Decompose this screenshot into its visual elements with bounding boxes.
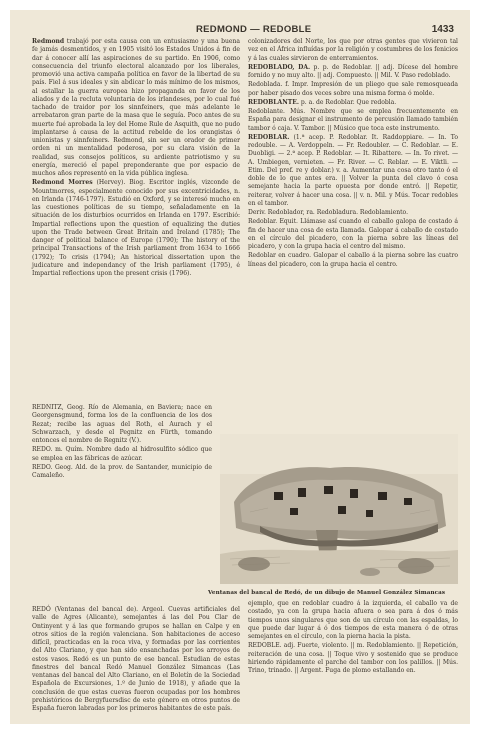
entry (32, 404, 212, 445)
entry-text: Geog. Ald. de la prov. de Santander, municipio de Camaleño. (32, 463, 212, 479)
entry (32, 38, 240, 178)
entry-headword: REDÓ (32, 606, 51, 614)
entry-headword: Redmond (32, 38, 65, 45)
entry-headword: REDOBLANTE. (248, 98, 299, 106)
left-column-bottom (32, 600, 240, 719)
entry-text: ejemplo, que en redoblar cuadro á la izquierda, el caballo va de costado, ya con la grupa hacia afuera o sea para á dos ó más tiempos unos singulares que son de un círculo con las espaldas, lo que puede dar lugar á ó dos tiempos de esta manera ó de otras semejantes en el círculo, con la pierna hacia la pista. (248, 600, 458, 640)
entry-headword: REDOBLADO, DA. (248, 63, 311, 71)
entry-text: (1.ª acep. P. Redoblar. It. Raddoppiare. — In. To redouble. — A. Verdoppeln. — Fr. Redoubler. — C. Redoblar. — E. Duobligi. — 2.ª acep. P. Redoblar. — It. Ribattere. — In. To rivet. — A. Umbiegen, vernieten. — Fr. River. — C. Reblar. — E. Viktli. — Etim. Del pref. re y doblar.) v. a. Aumentar una cosa otro tanto ó el doble de lo que antes era. || Volver la punta del clavo ó cosa semejante hacia la parte opuesta por donde entró. || Repetir, reiterar, volver á hacer una cosa. || v. n. Mil. y Mús. Tocar redobles en el tambor. (248, 133, 458, 207)
entry (248, 209, 458, 217)
entry-text: adj. Fuerte, violento. || m. Redoblamiento. || Repetición, reiteración de una cosa. || Toque vivo y sostenido que se produce hiriendo rápidamente el parche del tambor con los palillos. || Mús. Trino, trinado. || Argent. Fuga de plomo estallando en. (248, 642, 458, 674)
page-number: 1433 (431, 24, 454, 35)
entry (32, 446, 212, 463)
left-column (32, 38, 240, 279)
entry (248, 38, 458, 63)
entry-text: (Ventanas del bancal de). Argeol. Cuevas artificiales del valle de Agres (Alicante), semejantes á las del Pou Clar de Ontinyent y á las que formando grupos se hallan en Calpe y en otros sitios de la región valenciana. Son habitaciones de acceso difícil, practicadas en la roca viva, y formadas por las corrientes del Alto Clariano, y que han sido ensanchadas por los arroyos de estos vasos. Redó es un punto de ese bancal. Estudian de estas finestres del bancal Redó Manuel González Simancas (Las ventanas del bancal del Alto Clariano, en el Boletín de la Sociedad Española de Excursiones, 1.º de Junio de 1918), y añade que la conclusión de que estas cuevas fueron ocupadas por los hombres prehistóricos de Bergyfuersdisc de este género en otros puntos de España fueron labradas por los primeros habitantes de este país. (32, 606, 240, 713)
entry-headword: REDOBLE. (248, 642, 282, 650)
entry-text: trabajó por esta causa con un entusiasmo y una buena fe jamás desmentidos, y en 1905 visitó los Estados Unidos á fin de dar á conocer allí las aspiraciones de su partido. En 1906, como consecuencia del triunfo electoral alcanzado por los liberales, promovió una activa campaña política en favor de la libertad de su país. Fiel á sus ideales y sin abdicar lo más mínimo de los mismos, al estallar la guerra europea hizo propaganda en favor de los aliados y de la recluta voluntaria de los irlandeses, por lo cual fué tachado de traidor por los sinnfeiners, que más adelante le arrebataron gran parte de la masa que le seguía. Poco antes de su muerte fué aprobada la ley del Home Rule de Asquith, que no pudo implantarse á causa de la actitud rebelde de los orangistas ó unionistas y sinnfeiners. Redmond, sin ser un orador de primer orden ni un mentalidad poderosa, por su clara visión de la realidad, sus consejos políticos, su ardiente patriotismo y su energía, mereció el papel preponderante que por espacio de muchos años representó en la vida pública inglesa. (32, 38, 240, 177)
page-header (10, 24, 470, 38)
entry-headword: REDO. (32, 446, 53, 454)
entry (248, 108, 458, 133)
entry (248, 99, 458, 107)
right-column (248, 38, 458, 270)
illustration-cave-windows (220, 434, 458, 584)
entry (248, 81, 458, 98)
entry (248, 642, 458, 675)
entry-text: Redoblar. Equit. Llámase así cuando el caballo galopa de costado á fin de hacer una cosa de esta llamada. Galopar á caballo de costado en el círculo del picadero, con la pierna sobre las líneas del picadero, y con la grupa hacia el centro del mismo. (248, 218, 458, 250)
entry-text: m. Quím. Nombre dado al hidrosulfito sódico que se emplea en las fábricas de azúcar. (32, 446, 212, 462)
left-column-lower (32, 404, 212, 481)
entry (32, 179, 240, 278)
entry-headword: Redmond Morres (32, 179, 93, 187)
scanned-page (10, 10, 470, 724)
entry (248, 252, 458, 269)
entry-headword: REDOBLAR. (248, 133, 290, 141)
entry-text: Redoblante. Mús. Nombre que se emplea frecuentemente en España para designar el instrumento de percusión llamado también tambor ó caja. V. Tambor. || Músico que toca este instrumento. (248, 108, 458, 132)
entry-text: p. p. de Redoblar. || adj. Dícese del hombre fornido y no muy alto. || adj. Compuesto. || Mil. V. Paso redoblado. (248, 63, 458, 79)
cave-engraving (220, 434, 458, 584)
entry-text: Redoblada. f. Impr. Impresión de un pliego que sale remosqueada por haber pisado dos veces sobre una misma forma ó molde. (248, 81, 458, 97)
entry-text: Redoblar en cuadro. Galopar el caballo á la pierna sobre las cuatro líneas del picadero, con la grupa hacia el centro. (248, 252, 458, 268)
entry-text: Geog. Río de Alemania, en Baviera; nace en Georgensgmund, forma los de la confluencia de los dos Rezat; recibe las aguas del Roth, el Aurach y el Schwarzach, y desde el Pegnitz en Fürth, tomando entonces el nombre de Regnitz (V.). (32, 404, 212, 444)
entry-text: (Hervey). Biog. Escritor inglés, vizconde de Mountmorres, especialmente conocido por sus excentricidades, n. en Irlanda (1746-1797). Estudió en Oxford, y se interesó mucho en las cuestiones políticas de su tiempo, señaladamente en la situación de los disturbios ocurridos en Irlanda en 1797. Escribió: Impartial reflections upon the question of equalizing the duties upon the Trade between Great Britain and Ireland (1785); The danger of political balance of Europe (1790); The history of the principal Transactions of the Irish parliament from 1634 to 1666 (1792); To crisis (1794); An historical dissertation upon the judicature and independancy of the Irish parliament (1795), é Impartial reflections upon the present crisis (1796). (32, 179, 240, 277)
entry (248, 134, 458, 208)
entry (248, 600, 458, 641)
running-head: REDMOND — REDOBLE (196, 24, 312, 35)
entry-headword: REDNITZ, (32, 404, 64, 411)
entry (248, 218, 458, 251)
entry-text: Deriv. Redoblador, ra. Redobladura. Redoblamiento. (248, 209, 409, 216)
illustration-caption: Ventanas del bancal de Redó, de un dibujo de Manuel González Simancas (208, 590, 446, 596)
entry-text: colonizadores del Norte, los que por otras gentes que vivieron tal vez en el África influídas por la religión y costumbres de los fenicios y á las cuales sirvieron de enterramientos. (248, 38, 458, 62)
entry-text: p. a. de Redoblar. Que redobla. (298, 98, 397, 106)
entry (248, 64, 458, 81)
entry-headword: REDO. (32, 463, 53, 471)
right-column-bottom (248, 600, 458, 676)
entry (32, 606, 240, 713)
entry (32, 464, 212, 481)
